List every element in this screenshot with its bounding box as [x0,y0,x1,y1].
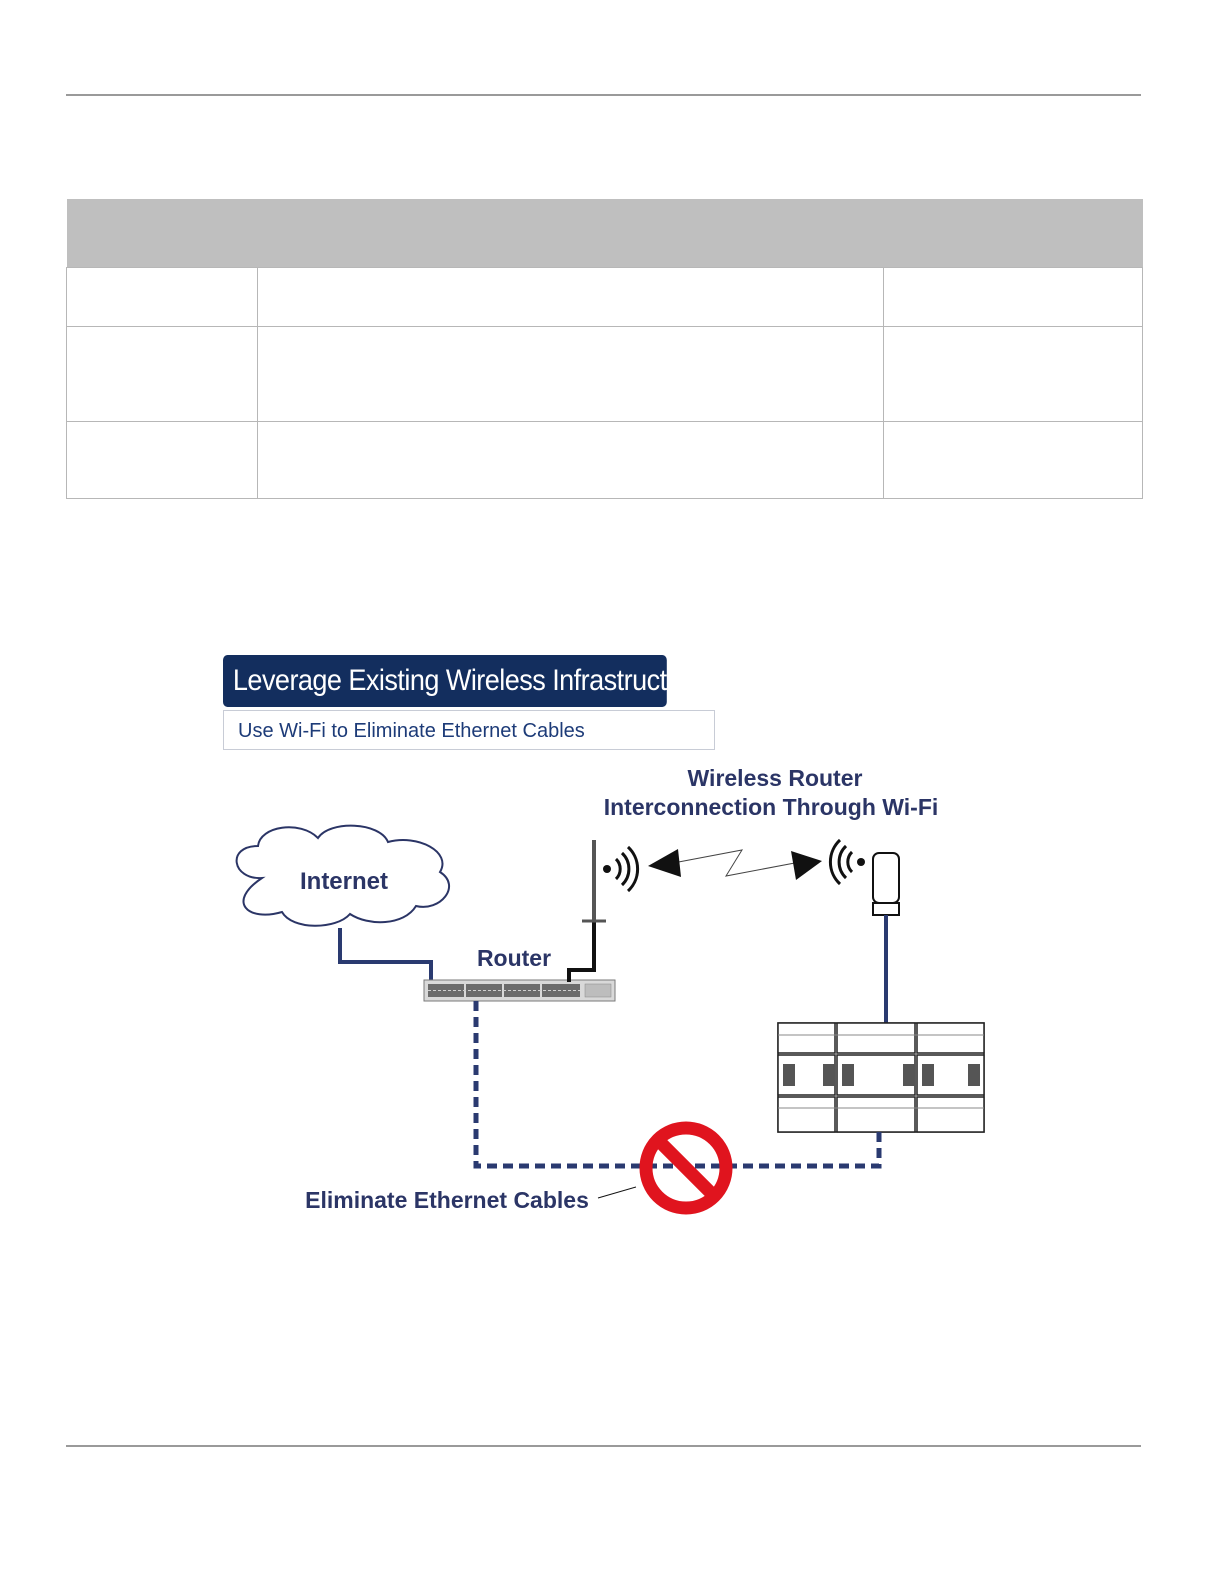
wireless-link-icon [648,849,822,880]
wifi-caption-line2: Interconnection Through Wi-Fi [603,794,939,820]
eliminate-cables-label: Eliminate Ethernet Cables [305,1187,589,1213]
wifi-dongle-icon [873,853,899,915]
internet-cable [340,928,431,982]
figure-banner-subtitle: Use Wi-Fi to Eliminate Ethernet Cables [223,710,715,750]
antenna-cable [569,922,594,982]
eliminate-leader-line [598,1187,636,1198]
footer-rule [66,1445,1141,1447]
wifi-signal-right-icon [830,840,865,884]
controller-device-icon [778,1023,984,1132]
figure-banner-title: Leverage Existing Wireless Infrastructure: [223,655,667,707]
wifi-signal-left-icon [603,847,638,891]
internet-label: Internet [299,868,389,895]
router-label: Router [476,945,552,971]
router-switch-icon [424,980,615,1001]
antenna-icon [582,840,606,922]
wifi-caption-line1: Wireless Router [687,765,863,791]
